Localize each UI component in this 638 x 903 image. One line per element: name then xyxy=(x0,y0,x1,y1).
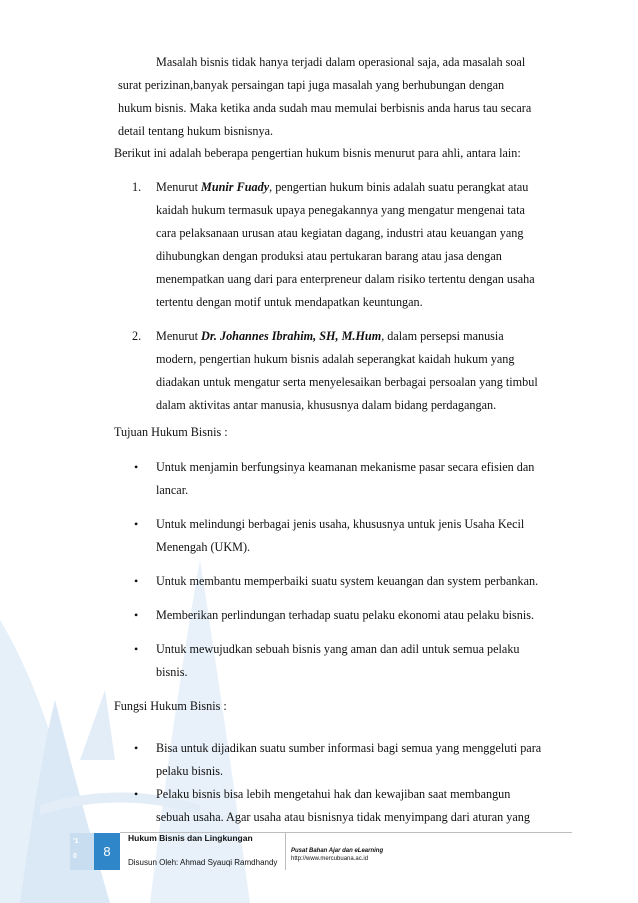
page-number: 8 xyxy=(94,833,120,870)
intro-line-2: surat perizinan,banyak persaingan tapi juga masalah yang berhubungan dengan xyxy=(118,78,505,92)
bullet-icon: • xyxy=(134,608,139,622)
definition-line: tertentu dengan motif untuk mendapatkan keuntungan. xyxy=(156,295,423,309)
side-mark-top: '1 xyxy=(73,838,79,845)
definitions-heading: Berikut ini adalah beberapa pengertian hukum bisnis menurut para ahli, antara lain: xyxy=(114,146,521,160)
bullet-icon: • xyxy=(134,574,139,588)
side-mark-bottom: 0 xyxy=(73,853,77,860)
expert-name: Munir Fuady xyxy=(201,180,270,194)
definition-line: dihubungkan dengan produksi atau pertukaran barang atau jasa dengan xyxy=(156,249,502,263)
bullet-icon: • xyxy=(134,787,139,801)
list-item: bisnis. xyxy=(156,665,188,679)
intro-line-1: Masalah bisnis tidak hanya terjadi dalam operasional saja, ada masalah soal xyxy=(156,55,526,69)
list-item: Untuk mewujudkan sebuah bisnis yang aman dan adil untuk semua pelaku xyxy=(156,642,520,656)
course-title: Hukum Bisnis dan Lingkungan xyxy=(128,833,253,843)
definition-first-line xyxy=(156,329,504,344)
list-item: pelaku bisnis. xyxy=(156,764,224,778)
footer-separator xyxy=(285,833,286,870)
author-credit: Disusun Oleh: Ahmad Syauqi Ramdhandy xyxy=(128,858,278,867)
list-item: Untuk melindungi berbagai jenis usaha, khususnya untuk jenis Usaha Kecil xyxy=(156,517,525,531)
expert-name: Dr. Johannes Ibrahim, SH, M.Hum xyxy=(201,329,382,343)
bullet-icon: • xyxy=(134,460,139,474)
definition-prefix: Menurut xyxy=(156,180,202,194)
definition-number: 2. xyxy=(132,329,142,343)
definition-line: dalam aktivitas antar manusia, khususnya dalam bidang perdagangan. xyxy=(156,398,497,412)
list-item: Memberikan perlindungan terhadap suatu pelaku ekonomi atau pelaku bisnis. xyxy=(156,608,535,622)
footer-side-mark xyxy=(70,833,94,870)
definition-line: menempatkan uang dari para enterpreneur dalam risiko tertentu dengan usaha xyxy=(156,272,535,286)
definition-text: , pengertian hukum binis adalah suatu perangkat atau xyxy=(269,180,529,194)
definition-line: cara pelaksanaan urusan atau kegiatan dagang, industri atau keuangan yang xyxy=(156,226,524,240)
list-item: lancar. xyxy=(156,483,189,497)
fungsi-heading: Fungsi Hukum Bisnis : xyxy=(114,699,227,713)
bullet-icon: • xyxy=(134,642,139,656)
publisher-url: http://www.mercubuana.ac.id xyxy=(291,856,369,862)
definition-line: modern, pengertian hukum bisnis adalah seperangkat kaidah hukum yang xyxy=(156,352,515,366)
tujuan-heading: Tujuan Hukum Bisnis : xyxy=(114,425,228,439)
definition-text: , dalam persepsi manusia xyxy=(381,329,504,343)
definition-first-line xyxy=(156,180,528,195)
list-item: Untuk membantu memperbaiki suatu system keuangan dan system perbankan. xyxy=(156,574,539,588)
publisher-name: Pusat Bahan Ajar dan eLearning xyxy=(291,848,384,854)
bullet-icon: • xyxy=(134,741,139,755)
intro-line-3: hukum bisnis. Maka ketika anda sudah mau memulai berbisnis anda harus tau secara xyxy=(118,101,532,115)
definition-prefix: Menurut xyxy=(156,329,202,343)
definition-number: 1. xyxy=(132,180,142,194)
list-item: Pelaku bisnis bisa lebih mengetahui hak dan kewajiban saat membangun xyxy=(156,787,511,801)
page-footer xyxy=(0,828,638,903)
definition-line: diadakan untuk mengatur serta menyelesaikan berbagai persoalan yang timbul xyxy=(156,375,538,389)
definition-line: kaidah hukum termasuk upaya penegakannya yang mengatur mengenai tata xyxy=(156,203,525,217)
list-item: Menengah (UKM). xyxy=(156,540,251,554)
list-item: sebuah usaha. Agar usaha atau bisnisnya tidak menyimpang dari aturan yang xyxy=(156,810,530,824)
list-item: Bisa untuk dijadikan suatu sumber informasi bagi semua yang menggeluti para xyxy=(156,741,542,755)
intro-line-4: detail tentang hukum bisnisnya. xyxy=(118,124,274,138)
bullet-icon: • xyxy=(134,517,139,531)
list-item: Untuk menjamin berfungsinya keamanan mekanisme pasar secara efisien dan xyxy=(156,460,535,474)
